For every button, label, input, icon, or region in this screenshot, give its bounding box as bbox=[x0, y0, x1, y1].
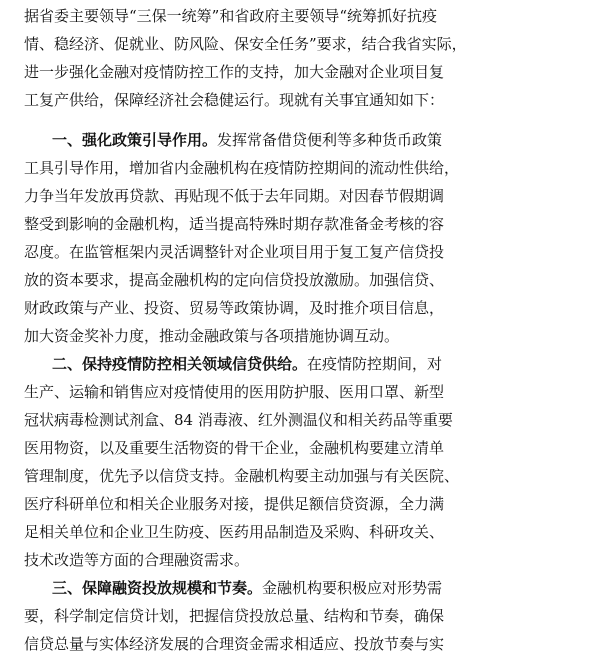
section-1-line-6: 放的资本要求，提高金融机构的定向信贷投放激励。加强信贷、 bbox=[24, 271, 445, 289]
section-2-first-line bbox=[0, 350, 592, 378]
section-2-line-3: 冠状病毒检测试剂盒、84 消毒液、红外测温仪和相关药品等重要 bbox=[24, 411, 453, 429]
section-3-line-3: 信贷总量与实体经济发展的合理资金需求相适应、投放节奏与实 bbox=[24, 635, 445, 653]
section-2-line-7: 足相关单位和企业卫生防疫、医药用品制造及采购、科研攻关、 bbox=[24, 523, 445, 541]
intro-line-3: 进一步强化金融对疫情防控工作的支持，加大金融对企业项目复 bbox=[24, 63, 445, 81]
section-2-line-1: 在疫情防控期间，对 bbox=[307, 355, 443, 373]
section-2-line-2: 生产、运输和销售应对疫情使用的医用防护服、医用口罩、新型 bbox=[24, 383, 445, 401]
section-1-heading: 一、强化政策引导作用。 bbox=[52, 131, 218, 149]
section-1-line-8: 加大资金奖补力度，推动金融政策与各项措施协调互动。 bbox=[24, 327, 400, 345]
section-3-first-line bbox=[0, 574, 592, 602]
section-1-first-line bbox=[0, 126, 592, 154]
section-2-line-4: 医用物资，以及重要生活物资的骨干企业，金融机构要建立清单 bbox=[24, 439, 445, 457]
section-2-line-5: 管理制度，优先予以信贷支持。金融机构要主动加强与有关医院、 bbox=[24, 467, 460, 485]
intro-line-4: 工复产供给，保障经济社会稳健运行。现就有关事宜通知如下： bbox=[24, 91, 445, 109]
section-3-heading: 三、保障融资投放规模和节奏。 bbox=[52, 579, 263, 597]
section-1-line-2: 工具引导作用，增加省内金融机构在疫情防控期间的流动性供给， bbox=[24, 159, 460, 177]
section-3-line-1: 金融机构要积极应对形势需 bbox=[262, 579, 443, 597]
section-1-line-4: 整受到影响的金融机构，适当提高特殊时期存款准备金考核的容 bbox=[24, 215, 445, 233]
section-1-line-1: 发挥常备借贷便利等多种货币政策 bbox=[217, 131, 443, 149]
section-2-line-8: 技术改造等方面的合理融资需求。 bbox=[24, 551, 250, 569]
intro-line-1: 据省委主要领导“三保一统筹”和省政府主要领导“统筹抓好抗疫 bbox=[24, 7, 438, 25]
section-1-line-3: 力争当年发放再贷款、再贴现不低于去年同期。对因春节假期调 bbox=[24, 187, 445, 205]
section-1-line-7: 财政政策与产业、投资、贸易等政策协调，及时推介项目信息， bbox=[24, 299, 445, 317]
section-1-line-5: 忍度。在监管框架内灵活调整针对企业项目用于复工复产信贷投 bbox=[24, 243, 445, 261]
section-2-heading: 二、保持疫情防控相关领域信贷供给。 bbox=[52, 355, 308, 373]
section-3-line-2: 要，科学制定信贷计划，把握信贷投放总量、结构和节奏，确保 bbox=[24, 607, 445, 625]
intro-line-2: 情、稳经济、促就业、防风险、保安全任务”要求，结合我省实际， bbox=[24, 35, 467, 53]
section-2-line-6: 医疗科研单位和相关企业服务对接，提供足额信贷资源，全力满 bbox=[24, 495, 445, 513]
